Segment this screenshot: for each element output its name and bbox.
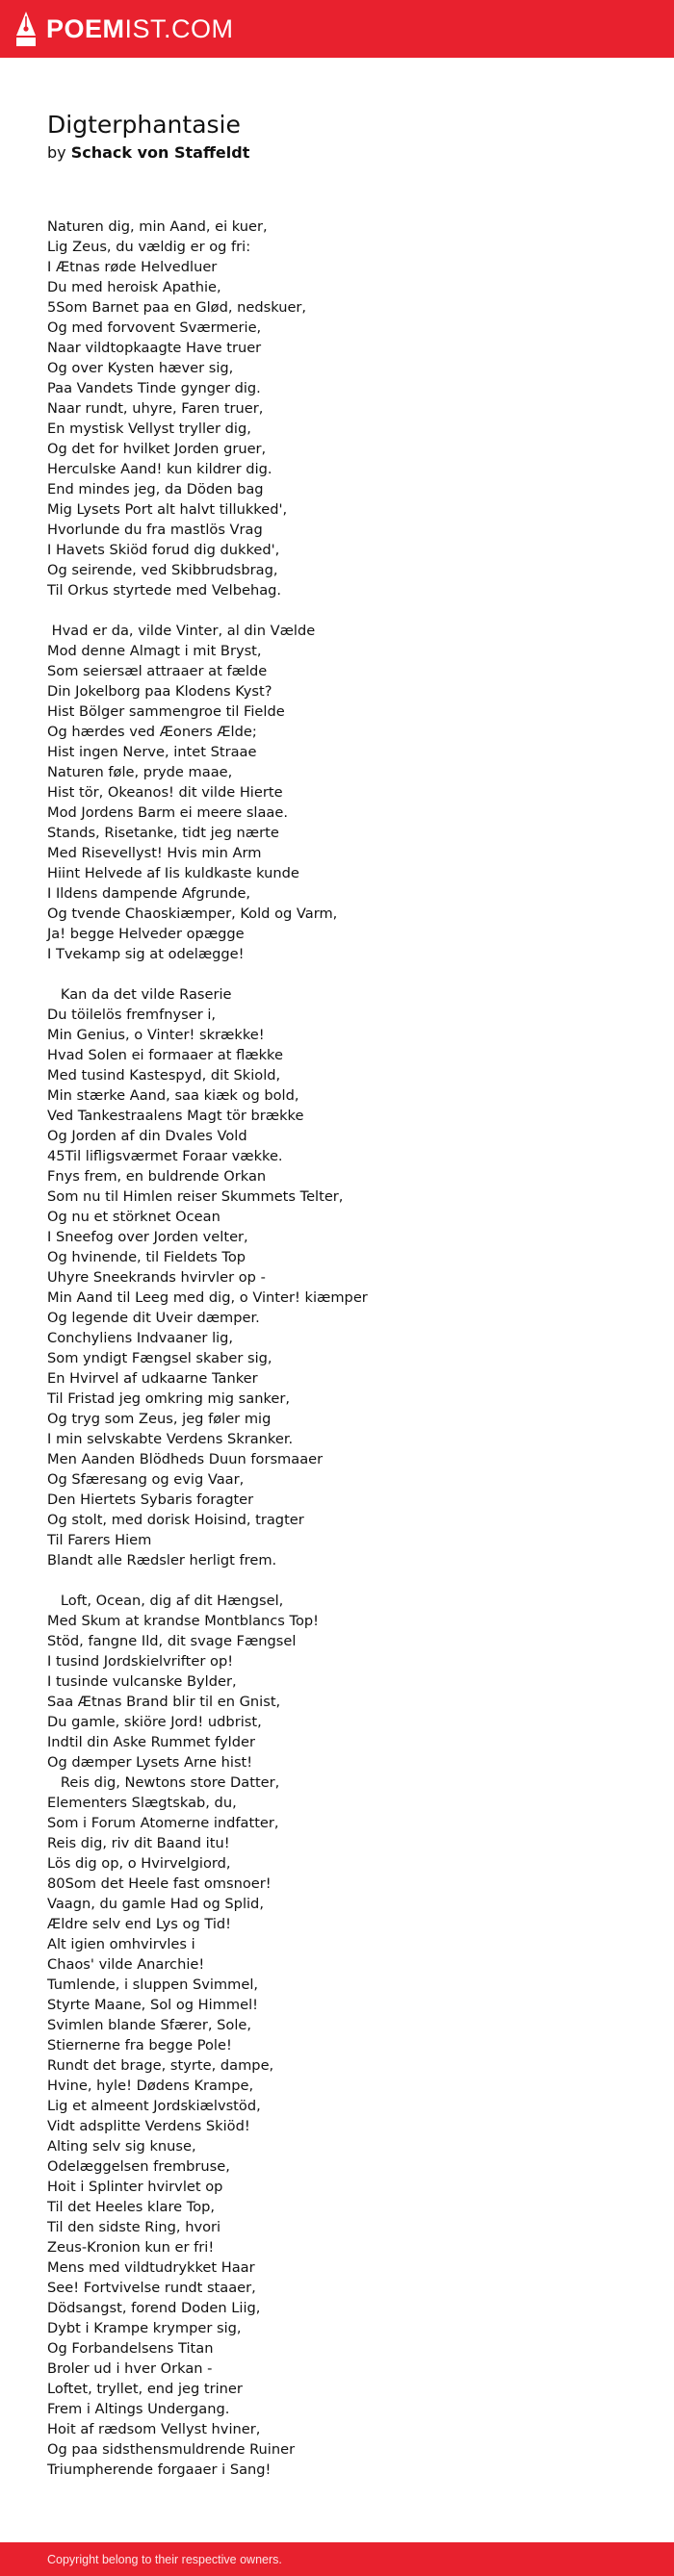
- poem-line: I Ætnas røde Helvedluer: [47, 259, 218, 275]
- poem-title: Digterphantasie: [47, 111, 241, 139]
- poem-line: 5Som Barnet paa en Glød, nedskuer,: [47, 299, 307, 316]
- poem-line: Hoit af rædsom Vellyst hviner,: [47, 2421, 261, 2437]
- poem-line: Svimlen blande Sfærer, Sole,: [47, 2017, 252, 2033]
- poem-line: Conchyliens Indvaaner lig,: [47, 1330, 234, 1346]
- poem-line: Og paa sidsthensmuldrende Ruiner: [47, 2441, 296, 2458]
- copyright-notice: Copyright belong to their respective owners.: [47, 2552, 282, 2566]
- poem-line: Rundt det brage, styrte, dampe,: [47, 2057, 274, 2074]
- poem-line: Hvorlunde du fra mastlös Vrag: [47, 522, 263, 538]
- poem-line: I tusinde vulcanske Bylder,: [47, 1673, 237, 1690]
- poem-line: Og Jorden af din Dvales Vold: [47, 1128, 247, 1144]
- poem-line: End mindes jeg, da Döden bag: [47, 481, 264, 497]
- poem-line: En Hvirvel af udkaarne Tanker: [47, 1370, 258, 1387]
- poem-line: Reis dig, Newtons store Datter,: [47, 1774, 280, 1791]
- poem-line: Som i Forum Atomerne indfatter,: [47, 1815, 279, 1831]
- poem-line: Hvad Solen ei formaaer at flække: [47, 1047, 283, 1063]
- poem-line: Indtil din Aske Rummet fylder: [47, 1734, 255, 1750]
- poem-line: Stands, Risetanke, tidt jeg nærte: [47, 825, 279, 841]
- poem-line: Broler ud i hver Orkan -: [47, 2360, 213, 2377]
- poem-line: Mig Lysets Port alt halvt tillukked',: [47, 501, 288, 518]
- poem-line: I Tvekamp sig at odelægge!: [47, 946, 245, 962]
- poem-line: Dybt i Krampe krymper sig,: [47, 2320, 242, 2336]
- poem-line: Og Sfæresang og evig Vaar,: [47, 1471, 245, 1488]
- poem-line: Ved Tankestraalens Magt tör brække: [47, 1108, 304, 1124]
- poem-line: I min selvskabte Verdens Skranker.: [47, 1431, 294, 1447]
- poem-line: Og dæmper Lysets Arne hist!: [47, 1754, 253, 1771]
- poem-line: Dödsangst, forend Doden Liig,: [47, 2300, 261, 2316]
- poem-line: Kan da det vilde Raserie: [47, 986, 232, 1003]
- poem-line: Vaagn, du gamle Had og Splid,: [47, 1896, 264, 1912]
- poem-line: Du med heroisk Apathie,: [47, 279, 221, 295]
- poem-line: Og nu et störknet Ocean: [47, 1209, 220, 1225]
- poem-line: Herculske Aand! kun kildrer dig.: [47, 461, 272, 477]
- poem-line: Og tryg som Zeus, jeg føler mig: [47, 1411, 272, 1427]
- poem-line: Vidt adsplitte Verdens Skiöd!: [47, 2118, 250, 2134]
- poem-line: Mod Jordens Barm ei meere slaae.: [47, 804, 288, 821]
- poem-line: Som nu til Himlen reiser Skummets Telter,: [47, 1188, 344, 1205]
- poem-line: Frem i Altings Undergang.: [47, 2401, 230, 2417]
- logo-text-light: IST.COM: [124, 14, 234, 43]
- poem-byline: [47, 142, 644, 164]
- poem-line: Den Hiertets Sybaris foragter: [47, 1492, 254, 1508]
- poem-line: Hoit i Splinter hvirvlet op: [47, 2179, 223, 2195]
- poem-line: Din Jokelborg paa Klodens Kyst?: [47, 683, 272, 700]
- poem-line: Og tvende Chaoskiæmper, Kold og Varm,: [47, 905, 338, 922]
- poem-line: Stiernerne fra begge Pole!: [47, 2037, 232, 2053]
- poem-line: Chaos' vilde Anarchie!: [47, 1956, 205, 1973]
- poem-line: Naar rundt, uhyre, Faren truer,: [47, 400, 264, 417]
- poem-line: Hist ingen Nerve, intet Straae: [47, 744, 257, 760]
- poem-line: Hiint Helvede af Iis kuldkaste kunde: [47, 865, 299, 881]
- poem-line: Ja! begge Helveder opægge: [47, 926, 245, 942]
- poem-line: Lös dig op, o Hvirvelgiord,: [47, 1855, 231, 1872]
- poem-line: Hvine, hyle! Dødens Krampe,: [47, 2078, 254, 2094]
- poem-line: Hist Bölger sammengroe til Fielde: [47, 703, 285, 720]
- poem-stanza: [47, 621, 644, 964]
- poem-line: Mens med vildtudrykket Haar: [47, 2259, 255, 2276]
- poem-line: Min stærke Aand, saa kiæk og bold,: [47, 1087, 299, 1104]
- poem-line: 45Til lifligsværmet Foraar vække.: [47, 1148, 283, 1164]
- poem-line: Alt igien omhvirvles i: [47, 1936, 195, 1952]
- poem-line: Naturen dig, min Aand, ei kuer,: [47, 218, 268, 235]
- pen-nib-icon: [15, 11, 37, 47]
- poem-line: Til den sidste Ring, hvori: [47, 2219, 221, 2235]
- poem-line: Tumlende, i sluppen Svimmel,: [47, 1977, 259, 1993]
- poem-line: Mod denne Almagt i mit Bryst,: [47, 643, 262, 659]
- author-link[interactable]: Schack von Staffeldt: [70, 143, 250, 162]
- poem-line: Elementers Slægtskab, du,: [47, 1795, 237, 1811]
- poem-line: Og legende dit Uveir dæmper.: [47, 1310, 260, 1326]
- poem-line: I Ildens dampende Afgrunde,: [47, 885, 251, 902]
- poem-line: Og det for hvilket Jorden gruer,: [47, 441, 267, 457]
- poem-line: Og stolt, med dorisk Hoisind, tragter: [47, 1512, 304, 1528]
- poem-line: Loftet, tryllet, end jeg triner: [47, 2381, 243, 2397]
- stanza-gap: [47, 1570, 644, 1591]
- poem-line: Naar vildtopkaagte Have truer: [47, 340, 262, 356]
- by-label: by: [47, 143, 66, 162]
- poem-line: Paa Vandets Tinde gynger dig.: [47, 380, 261, 396]
- poem-line: Stöd, fangne Ild, dit svage Fængsel: [47, 1633, 297, 1649]
- poem-line: Med Skum at krandse Montblancs Top!: [47, 1613, 320, 1629]
- site-footer: [0, 2542, 674, 2576]
- poem-line: Alting selv sig knuse,: [47, 2138, 196, 2155]
- poem-stanza: [47, 217, 644, 600]
- poem-line: Hist tör, Okeanos! dit vilde Hierte: [47, 784, 283, 801]
- poem-line: Du gamle, skiöre Jord! udbrist,: [47, 1714, 262, 1730]
- poem-line: 80Som det Heele fast omsnoer!: [47, 1875, 272, 1892]
- poem-line: Men Aanden Blödheds Duun forsmaaer: [47, 1451, 324, 1467]
- poem-line: Og hærdes ved Æoners Ælde;: [47, 724, 257, 740]
- poem-line: En mystisk Vellyst tryller dig,: [47, 421, 251, 437]
- poem-line: Triumpherende forgaaer i Sang!: [47, 2461, 272, 2478]
- poem-line: Zeus-Kronion kun er fri!: [47, 2239, 215, 2256]
- site-header: [0, 0, 674, 58]
- poem-content: [47, 108, 644, 2480]
- poem-line: Ældre selv end Lys og Tid!: [47, 1916, 232, 1932]
- poem-line: Blandt alle Rædsler herligt frem.: [47, 1552, 277, 1569]
- poem-line: Og hvinende, til Fieldets Top: [47, 1249, 246, 1265]
- poem-stanza: [47, 984, 644, 1570]
- poem-line: Og over Kysten hæver sig,: [47, 360, 234, 376]
- poem-line: Som yndigt Fængsel skaber sig,: [47, 1350, 272, 1366]
- poem-line: I tusind Jordskielvrifter op!: [47, 1653, 234, 1670]
- poem-line: Reis dig, riv dit Baand itu!: [47, 1835, 230, 1851]
- poem-line: Og med forvovent Sværmerie,: [47, 319, 262, 336]
- poem-line: Styrte Maane, Sol og Himmel!: [47, 1997, 259, 2013]
- poem-line: I Sneefog over Jorden velter,: [47, 1229, 248, 1245]
- poem-stanza: [47, 1591, 644, 2480]
- site-logo-text: [46, 0, 234, 58]
- logo-text-bold: POEM: [46, 14, 125, 43]
- poem-line: Til Fristad jeg omkring mig sanker,: [47, 1390, 291, 1407]
- stanza-gap: [47, 964, 644, 984]
- poem-line: Min Aand til Leeg med dig, o Vinter! kiæmper: [47, 1289, 368, 1306]
- stanza-gap: [47, 600, 644, 621]
- poem-line: Til Farers Hiem: [47, 1532, 152, 1548]
- poem-line: Uhyre Sneekrands hvirvler op -: [47, 1269, 266, 1286]
- poem-line: Fnys frem, en buldrende Orkan: [47, 1168, 267, 1185]
- poem-body: [47, 217, 644, 2480]
- poem-line: Odelæggelsen frembruse,: [47, 2158, 230, 2175]
- poem-line: Med tusind Kastespyd, dit Skiold,: [47, 1067, 281, 1084]
- site-logo[interactable]: [15, 0, 234, 58]
- poem-line: Og seirende, ved Skibbrudsbrag,: [47, 562, 278, 578]
- poem-line: See! Fortvivelse rundt staaer,: [47, 2280, 256, 2296]
- poem-line: Til Orkus styrtede med Velbehag.: [47, 582, 282, 599]
- poem-line: I Havets Skiöd forud dig dukked',: [47, 542, 280, 558]
- poem-line: Naturen føle, pryde maae,: [47, 764, 233, 780]
- poem-line: Som seiersæl attraaer at fælde: [47, 663, 268, 679]
- poem-line: Med Risevellyst! Hvis min Arm: [47, 845, 262, 861]
- poem-line: Min Genius, o Vinter! skrække!: [47, 1027, 265, 1043]
- poem-line: Saa Ætnas Brand blir til en Gnist,: [47, 1694, 281, 1710]
- poem-line: Til det Heeles klare Top,: [47, 2199, 216, 2215]
- poem-line: Du töilelös fremfnyser i,: [47, 1007, 217, 1023]
- poem-line: Lig Zeus, du vældig er og fri:: [47, 239, 251, 255]
- poem-line: Og Forbandelsens Titan: [47, 2340, 214, 2357]
- poem-line: Lig et almeent Jordskiælvstöd,: [47, 2098, 261, 2114]
- poem-line: Hvad er da, vilde Vinter, al din Vælde: [47, 623, 316, 639]
- poem-line: Loft, Ocean, dig af dit Hængsel,: [47, 1593, 284, 1609]
